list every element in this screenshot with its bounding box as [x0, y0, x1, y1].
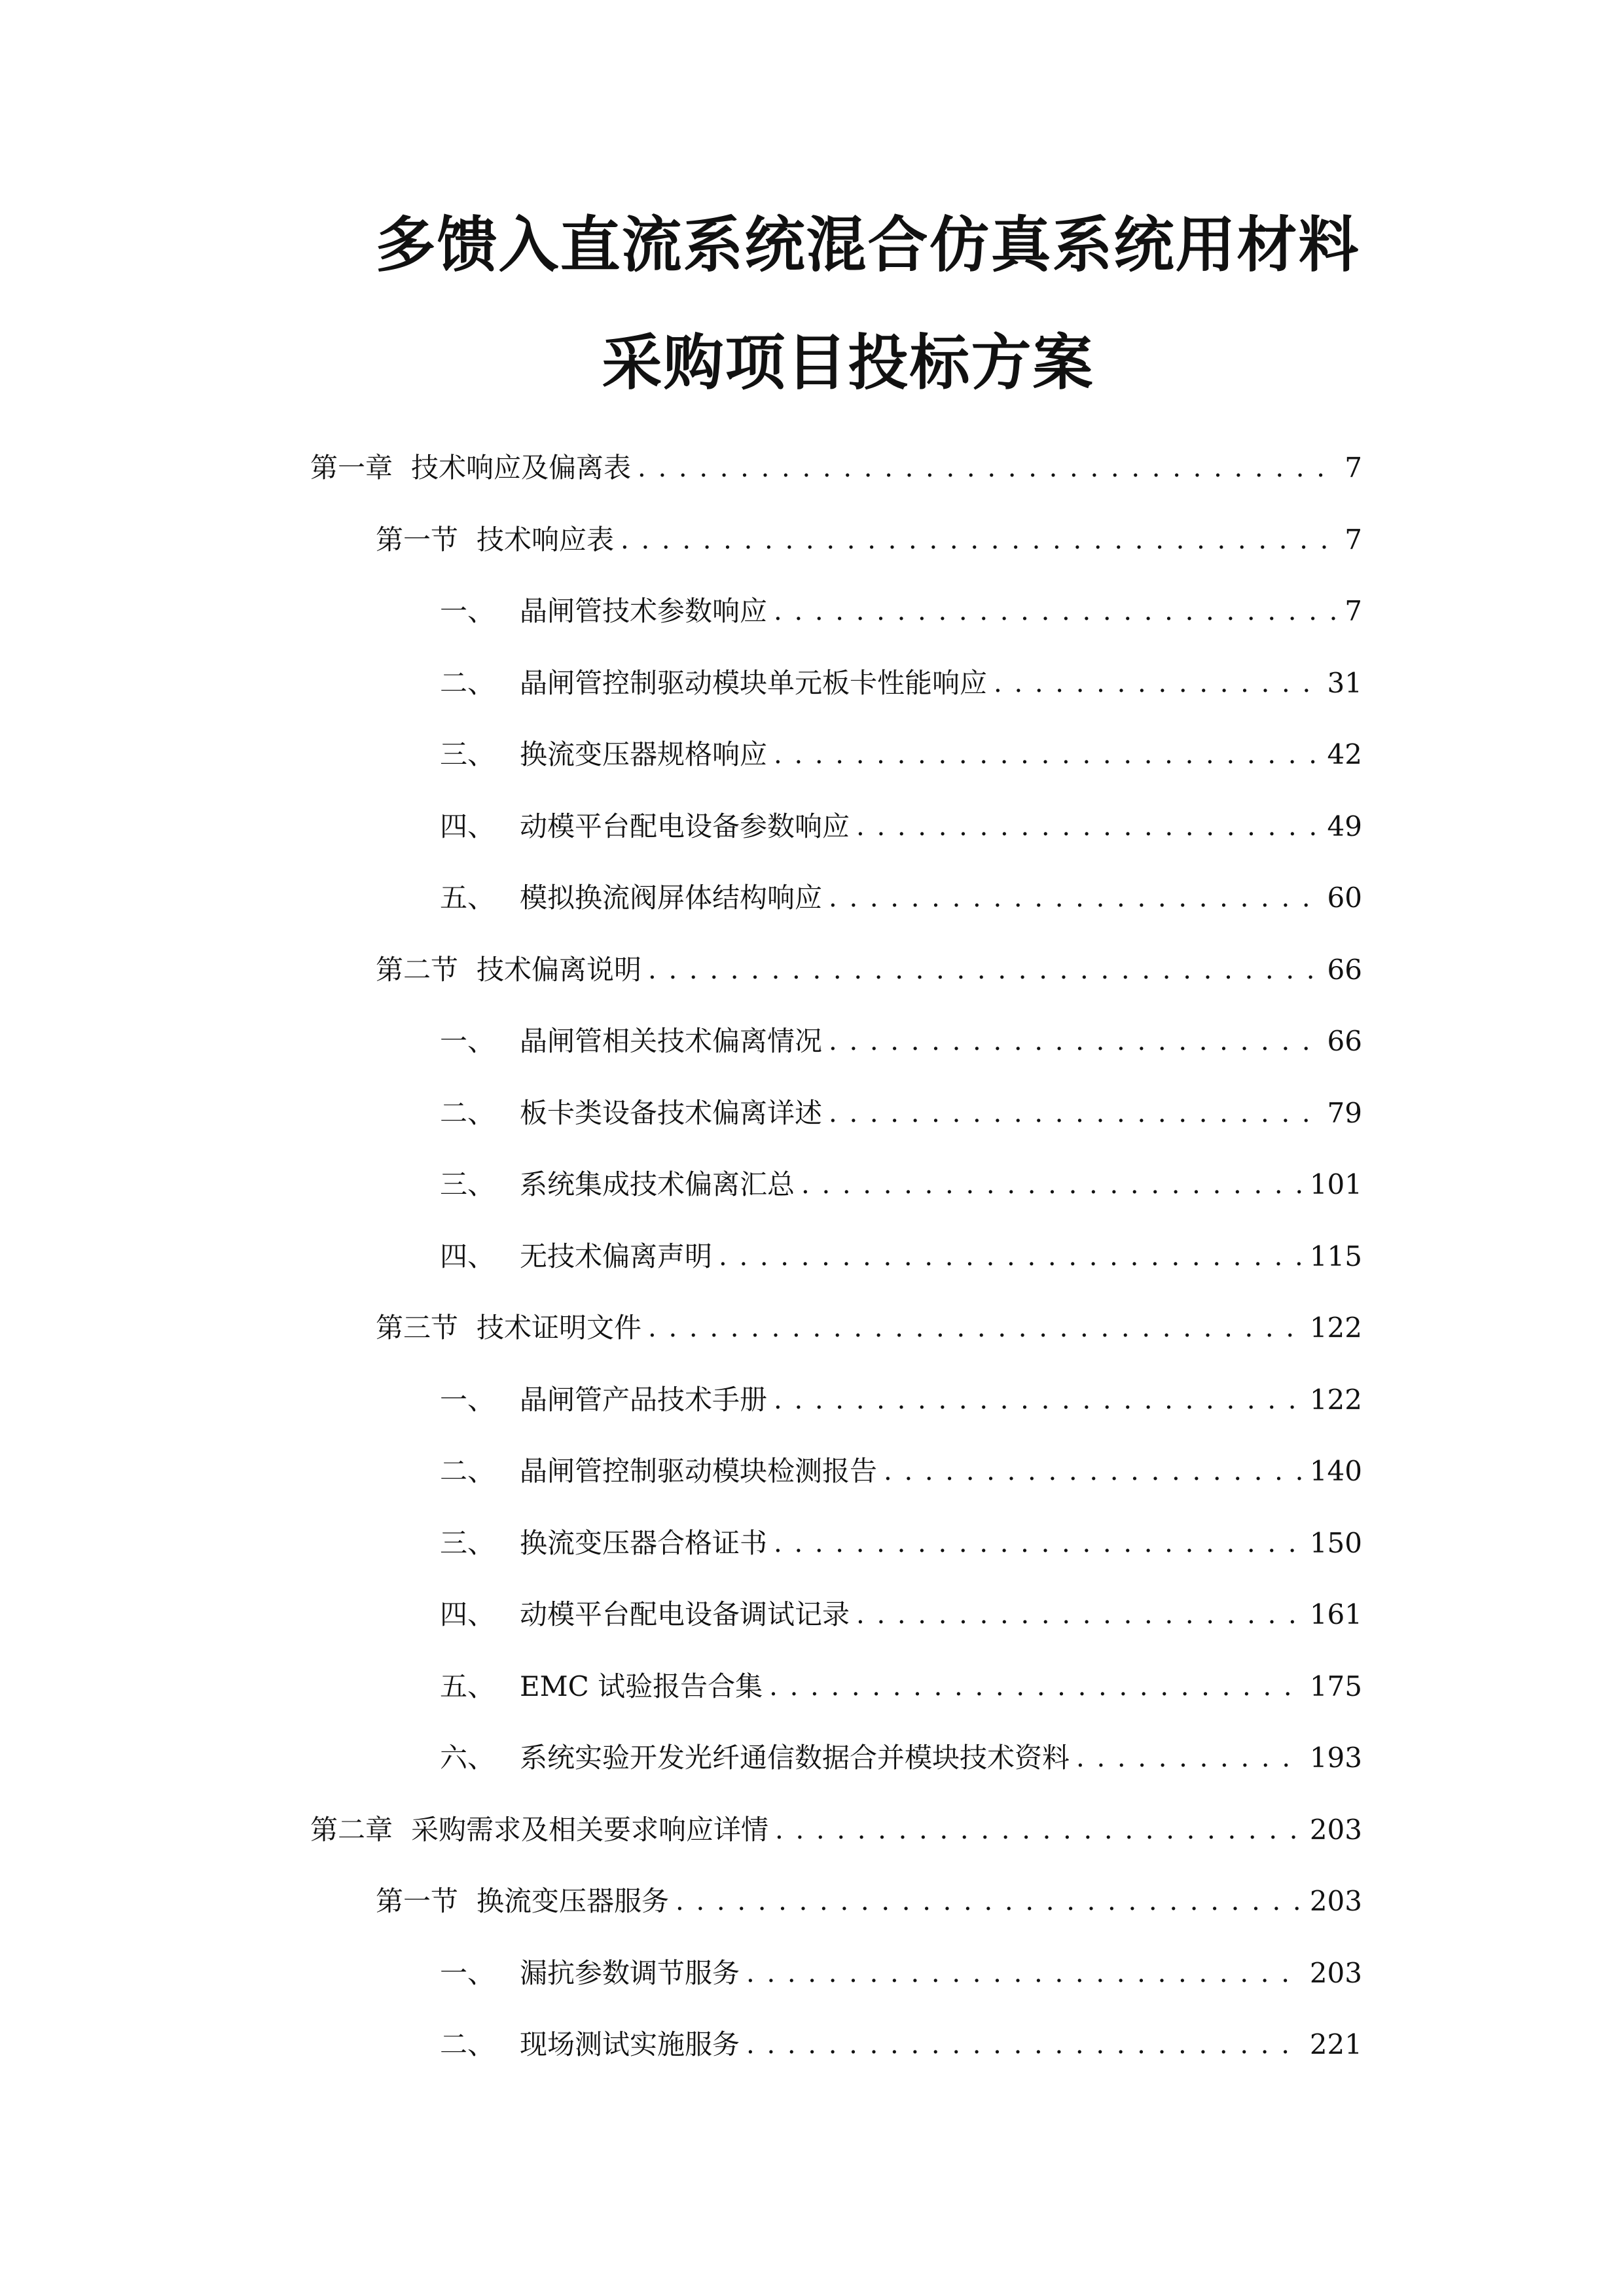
toc-entry-page-number: 122	[1309, 1383, 1362, 1416]
toc-entry-page-number: 66	[1327, 953, 1362, 986]
toc-entry-number: 一、	[440, 595, 496, 627]
toc-dot-leader	[829, 875, 1320, 921]
toc-entry[interactable]	[440, 2022, 1362, 2068]
toc-entry-page-number: 203	[1309, 1956, 1362, 1989]
toc-entry-number: 一、	[440, 1025, 496, 1057]
toc-entry-title: 现场测试实施服务	[520, 2028, 740, 2060]
toc-entry-number: 三、	[440, 1168, 496, 1200]
toc-entry-number: 三、	[440, 1526, 496, 1559]
toc-dot-leader	[1076, 1735, 1302, 1781]
toc-entry-title: 动模平台配电设备参数响应	[520, 810, 850, 842]
toc-dot-leader	[648, 1305, 1302, 1351]
toc-entry-page-number: 221	[1309, 2028, 1362, 2060]
toc-entry[interactable]	[376, 1305, 1362, 1351]
toc-entry-number: 四、	[440, 810, 496, 842]
toc-dot-leader	[719, 1234, 1302, 1280]
toc-entry[interactable]	[440, 1520, 1362, 1566]
toc-entry-number: 一、	[440, 1956, 496, 1989]
toc-entry-number: 一、	[440, 1383, 496, 1416]
toc-dot-leader	[746, 1950, 1302, 1996]
toc-entry-page-number: 60	[1327, 882, 1362, 914]
toc-entry-page-number: 161	[1309, 1598, 1362, 1630]
toc-entry-title: EMC 试验报告合集	[520, 1670, 763, 1702]
toc-entry[interactable]	[440, 804, 1362, 850]
toc-entry[interactable]	[376, 947, 1362, 993]
toc-entry-title: 晶闸管控制驱动模块单元板卡性能响应	[520, 666, 988, 699]
toc-entry-number: 第三节	[376, 1312, 459, 1344]
toc-entry[interactable]	[440, 1950, 1362, 1996]
toc-entry-title: 技术响应及偏离表	[411, 452, 632, 484]
toc-entry-page-number: 7	[1344, 595, 1362, 627]
toc-entry[interactable]	[440, 1162, 1362, 1208]
toc-entry-title: 晶闸管相关技术偏离情况	[520, 1025, 823, 1057]
toc-entry-page-number: 175	[1309, 1670, 1362, 1702]
toc-entry-number: 第一章	[310, 452, 393, 484]
toc-entry-title: 模拟换流阀屏体结构响应	[520, 882, 823, 914]
toc-dot-leader	[774, 1377, 1302, 1423]
toc-dot-leader	[829, 1018, 1320, 1064]
toc-entry-page-number: 7	[1344, 523, 1362, 556]
toc-entry-number: 五、	[440, 882, 496, 914]
toc-dot-leader	[775, 1807, 1302, 1853]
toc-entry-page-number: 31	[1327, 666, 1362, 699]
toc-entry-title: 无技术偏离声明	[520, 1240, 713, 1272]
toc-entry-number: 第一节	[376, 523, 459, 556]
toc-entry-page-number: 66	[1327, 1025, 1362, 1057]
toc-dot-leader	[774, 588, 1337, 634]
toc-entry-title: 换流变压器服务	[477, 1885, 670, 1917]
toc-entry[interactable]	[376, 1878, 1362, 1924]
toc-entry[interactable]	[440, 1377, 1362, 1423]
toc-entry-number: 第二章	[310, 1813, 393, 1846]
toc-entry[interactable]	[310, 445, 1362, 491]
toc-entry-title: 技术响应表	[477, 523, 615, 556]
toc-entry-page-number: 42	[1327, 738, 1362, 770]
toc-entry-page-number: 150	[1309, 1526, 1362, 1559]
toc-dot-leader	[746, 2022, 1302, 2068]
toc-entry-number: 六、	[440, 1742, 496, 1774]
toc-entry-title: 晶闸管产品技术手册	[520, 1383, 768, 1416]
toc-dot-leader	[621, 517, 1337, 563]
toc-entry-number: 五、	[440, 1670, 496, 1702]
toc-entry-page-number: 49	[1327, 810, 1362, 842]
toc-dot-leader	[994, 660, 1320, 706]
toc-entry-page-number: 122	[1309, 1312, 1362, 1344]
toc-entry[interactable]	[440, 1592, 1362, 1638]
toc-entry-number: 二、	[440, 1455, 496, 1487]
toc-entry[interactable]	[310, 1807, 1362, 1853]
toc-dot-leader	[676, 1878, 1302, 1924]
toc-entry-title: 晶闸管控制驱动模块检测报告	[520, 1455, 878, 1487]
toc-entry-number: 第二节	[376, 953, 459, 986]
toc-entry-title: 晶闸管技术参数响应	[520, 595, 768, 627]
toc-entry-page-number: 101	[1309, 1168, 1362, 1200]
toc-entry[interactable]	[440, 1735, 1362, 1781]
toc-entry-title: 采购需求及相关要求响应详情	[411, 1813, 769, 1846]
toc-entry-title: 技术证明文件	[477, 1312, 642, 1344]
toc-entry-number: 三、	[440, 738, 496, 770]
toc-entry-title: 技术偏离说明	[477, 953, 642, 986]
toc-entry-number: 二、	[440, 666, 496, 699]
toc-dot-leader	[638, 445, 1337, 491]
toc-dot-leader	[769, 1664, 1302, 1710]
toc-entry-page-number: 79	[1327, 1096, 1362, 1129]
document-title-line-1: 多馈入直流系统混合仿真系统用材料	[375, 210, 1360, 280]
toc-entry[interactable]	[440, 660, 1362, 706]
toc-dot-leader	[774, 732, 1320, 778]
toc-dot-leader	[801, 1162, 1302, 1208]
toc-entry-title: 系统集成技术偏离汇总	[520, 1168, 795, 1200]
toc-entry-title: 动模平台配电设备调试记录	[520, 1598, 850, 1630]
toc-entry-number: 第一节	[376, 1885, 459, 1917]
toc-entry-page-number: 203	[1309, 1813, 1362, 1846]
toc-entry-number: 二、	[440, 2028, 496, 2060]
toc-entry-title: 板卡类设备技术偏离详述	[520, 1096, 823, 1129]
toc-entry[interactable]	[440, 588, 1362, 634]
toc-dot-leader	[884, 1448, 1302, 1494]
toc-entry-title: 漏抗参数调节服务	[520, 1956, 740, 1989]
toc-entry[interactable]	[440, 1018, 1362, 1064]
toc-entry-number: 四、	[440, 1240, 496, 1272]
toc-dot-leader	[774, 1520, 1302, 1566]
toc-entry-title: 换流变压器合格证书	[520, 1526, 768, 1559]
toc-entry[interactable]	[440, 875, 1362, 921]
toc-entry[interactable]	[440, 1234, 1362, 1280]
toc-entry[interactable]	[440, 1448, 1362, 1494]
toc-entry-number: 四、	[440, 1598, 496, 1630]
toc-entry-page-number: 193	[1309, 1742, 1362, 1774]
toc-entry[interactable]	[376, 517, 1362, 563]
toc-entry[interactable]	[440, 1090, 1362, 1136]
toc-entry-page-number: 7	[1344, 452, 1362, 484]
toc-entry-page-number: 203	[1309, 1885, 1362, 1917]
toc-entry[interactable]	[440, 732, 1362, 778]
toc-entry-title: 换流变压器规格响应	[520, 738, 768, 770]
toc-dot-leader	[829, 1090, 1320, 1136]
toc-entry-page-number: 115	[1309, 1240, 1362, 1272]
toc-entry-number: 二、	[440, 1096, 496, 1129]
toc-entry-page-number: 140	[1309, 1455, 1362, 1487]
toc-dot-leader	[856, 1592, 1302, 1638]
toc-dot-leader	[648, 947, 1320, 993]
toc-entry[interactable]	[440, 1664, 1362, 1710]
document-title-line-2: 采购项目投标方案	[602, 328, 1094, 398]
toc-dot-leader	[856, 804, 1320, 850]
toc-entry-title: 系统实验开发光纤通信数据合并模块技术资料	[520, 1742, 1070, 1774]
